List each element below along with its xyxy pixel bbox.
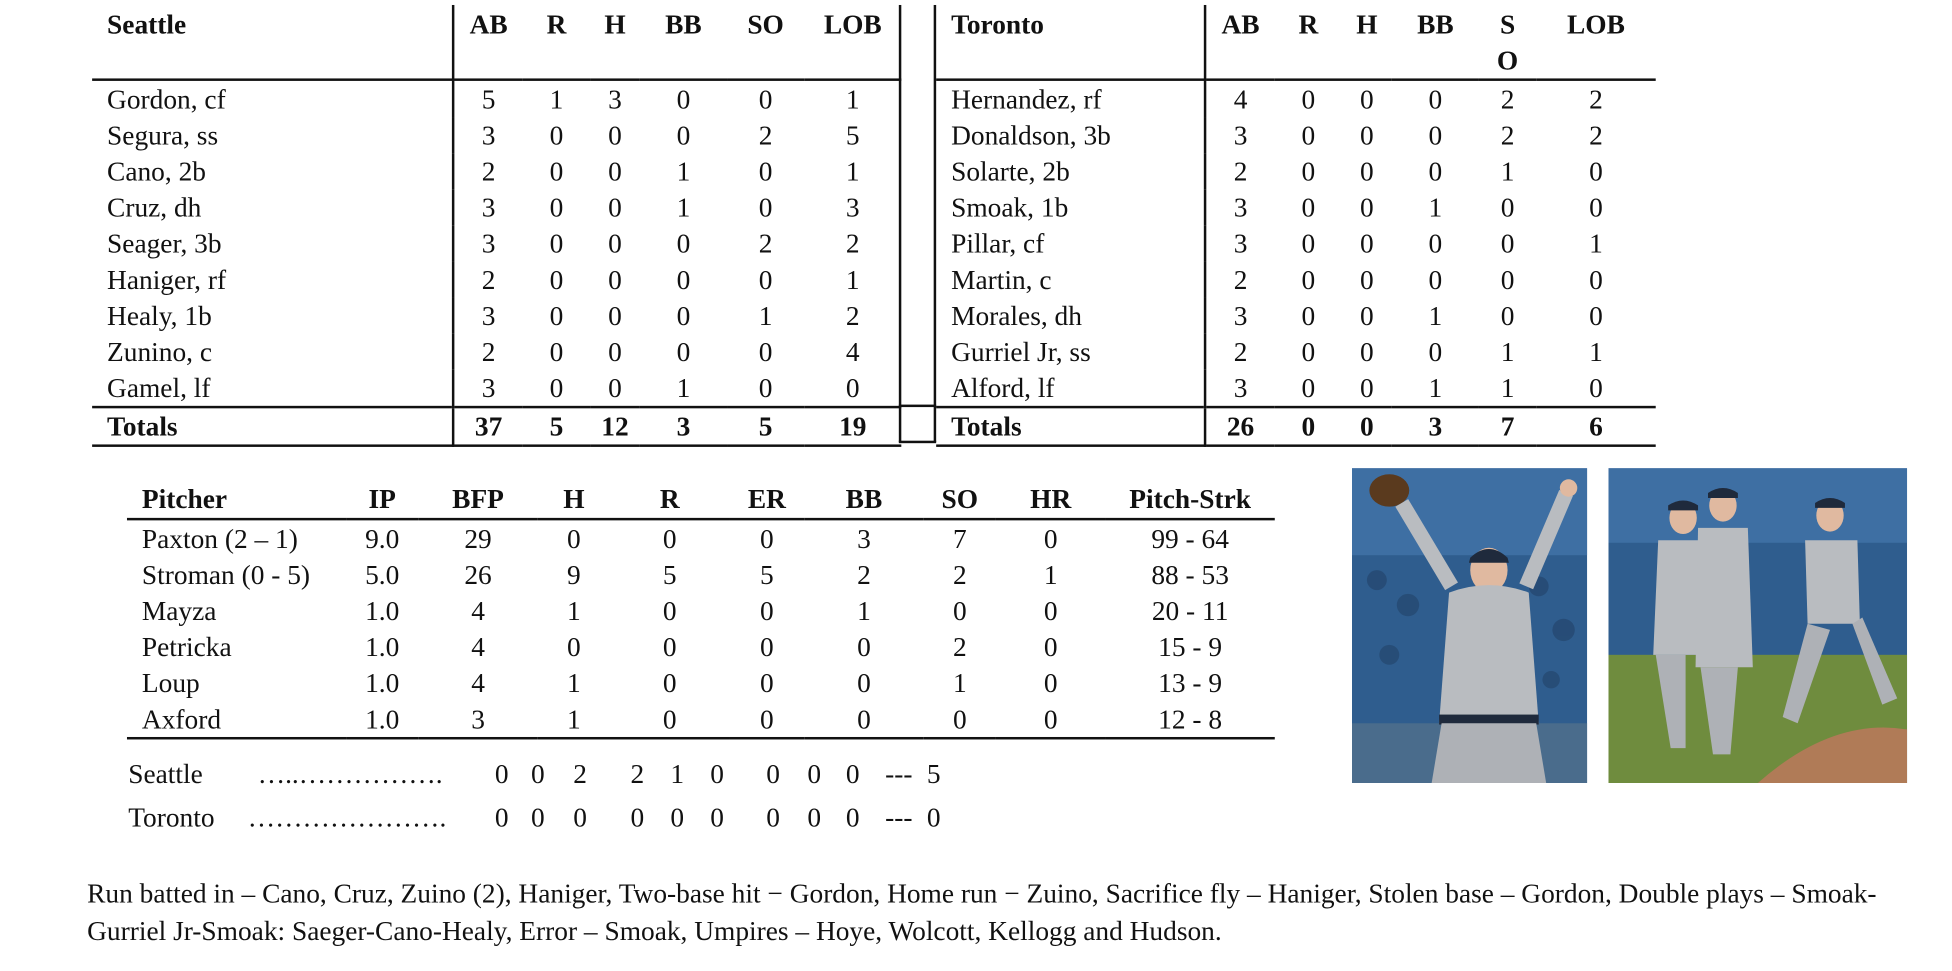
table-row xyxy=(936,153,1656,189)
stat-cell: 0 xyxy=(549,119,564,151)
stat-cell: 0 xyxy=(1428,83,1443,115)
pitching-stat: 0 xyxy=(1043,631,1058,663)
totals-cell: 0 xyxy=(1342,407,1392,446)
pitching-header: H xyxy=(538,481,610,520)
stat-cell: 0 xyxy=(676,263,691,296)
stat-cell: 0 xyxy=(608,191,622,223)
pitching-header-row xyxy=(127,481,1275,520)
stat-cell: 1 xyxy=(1500,372,1515,404)
totals-cell: 5 xyxy=(523,407,590,446)
stat-cell: 3 xyxy=(608,83,622,115)
pitching-stat: 2 xyxy=(952,631,967,663)
pitching-stat: 99 - 64 xyxy=(1151,522,1229,554)
pitching-stat: 0 xyxy=(760,667,774,699)
stat-cell: 1 xyxy=(549,83,564,115)
totals-cell: 12 xyxy=(590,407,640,446)
pitching-stat: 1 xyxy=(567,667,581,699)
pitching-stat: 9 xyxy=(567,558,581,591)
pitching-stat: 0 xyxy=(760,522,774,554)
pitcher-row xyxy=(127,629,1275,665)
inning-score: 2 xyxy=(573,758,587,790)
stat-cell: 3 xyxy=(481,191,496,223)
totals-row xyxy=(92,407,901,446)
player-name: Gamel, lf xyxy=(92,370,453,407)
inning-score: 2 xyxy=(630,758,645,790)
linescore-dash: --- xyxy=(885,758,913,790)
pitching-stat: 15 - 9 xyxy=(1158,631,1223,663)
pitcher-name: Mayza xyxy=(141,595,217,627)
stat-cell: 0 xyxy=(1589,263,1603,296)
stat-cell: 0 xyxy=(1500,300,1515,332)
table-row xyxy=(92,225,901,261)
stat-cell: 0 xyxy=(1360,119,1374,151)
linescore-leader-dots: …………………. xyxy=(247,801,447,833)
stat-cell: 0 xyxy=(1360,300,1374,332)
pitching-header: Pitcher xyxy=(127,481,346,520)
team-header: Toronto xyxy=(936,5,1205,80)
totals-cell: 5 xyxy=(727,407,804,446)
pitching-stat: 0 xyxy=(567,522,581,554)
inning-score: 0 xyxy=(630,801,645,833)
stat-cell: 0 xyxy=(1360,227,1374,259)
stat-header: BB xyxy=(640,5,727,80)
inning-score: 0 xyxy=(670,801,685,833)
totals-label: Totals xyxy=(936,407,1205,446)
linescore-total: 5 xyxy=(926,758,941,790)
stat-cell: 0 xyxy=(608,263,622,296)
pitching-stat: 0 xyxy=(730,701,805,738)
stat-cell: 1 xyxy=(1500,336,1515,368)
table-row xyxy=(92,80,901,117)
linescore-leader-dots: …..……………. xyxy=(257,758,443,790)
inning-score: 0 xyxy=(573,801,587,833)
table-row xyxy=(936,225,1656,261)
table-row xyxy=(936,334,1656,370)
pitching-stat: 0 xyxy=(610,701,730,738)
stat-cell: 0 xyxy=(608,300,622,332)
stat-cell: 1 xyxy=(845,263,860,296)
pitching-body xyxy=(127,519,1275,738)
player-name: Haniger, rf xyxy=(92,261,453,297)
pitching-stat: 5 xyxy=(662,558,677,591)
stat-cell: 0 xyxy=(608,155,622,187)
pitching-stat: 1 xyxy=(567,595,581,627)
stat-cell: 0 xyxy=(758,263,773,296)
stat-cell: 0 xyxy=(549,336,564,368)
stat-header: AB xyxy=(1205,5,1275,80)
stat-cell: 0 xyxy=(1360,191,1374,223)
player-name: Segura, ss xyxy=(92,117,453,153)
pitching-stat: 7 xyxy=(952,522,967,554)
stat-cell: 3 xyxy=(481,227,496,259)
stat-header: R xyxy=(523,5,590,80)
pitching-stat: 1.0 xyxy=(365,595,400,627)
stat-cell: 0 xyxy=(1500,227,1515,259)
inning-score: 0 xyxy=(530,801,545,833)
stat-cell: 0 xyxy=(549,227,564,259)
stat-cell: 0 xyxy=(1589,300,1603,332)
stat-cell: 2 xyxy=(845,227,860,259)
pitching-header: ER xyxy=(730,481,805,520)
pitching-stat: 4 xyxy=(471,595,485,627)
toronto-batting-table xyxy=(936,5,1656,447)
player-name: Seager, 3b xyxy=(92,225,453,261)
game-notes: Run batted in – Cano, Cruz, Zuino (2), Haniger, Two-base hit − Gordon, Home run − Zuino, Sacrifice fly – Haniger, Stolen base – Gordon, Double plays – Smoak-Gurriel Jr-Smoak: Saeger-Cano-Healy, Error – Smoak, Umpires – Hoye, Wolcott, Kellogg and Hudson. xyxy=(87,877,1877,947)
stat-cell: 1 xyxy=(1589,227,1603,259)
pitching-stat: 13 - 9 xyxy=(1158,667,1223,699)
totals-cell: 3 xyxy=(1392,407,1479,446)
stat-header: H xyxy=(590,5,640,80)
stat-cell: 0 xyxy=(676,227,691,259)
stat-cell: 0 xyxy=(1589,191,1603,223)
table-row xyxy=(936,298,1656,334)
pitching-stat: 0 xyxy=(662,595,677,627)
stat-cell: 4 xyxy=(845,336,860,368)
stat-cell: 1 xyxy=(1589,336,1603,368)
stat-cell: 2 xyxy=(1500,119,1515,151)
totals-cell: 7 xyxy=(1479,407,1536,446)
stat-cell: 2 xyxy=(1233,336,1248,368)
pitching-stat: 20 - 11 xyxy=(1151,595,1229,627)
totals-row xyxy=(936,407,1656,446)
pitching-stat: 26 xyxy=(464,558,492,591)
stat-cell: 0 xyxy=(758,372,773,404)
pitcher-name: Petricka xyxy=(141,631,232,663)
pitching-header: BB xyxy=(804,481,924,520)
stat-cell: 2 xyxy=(481,155,496,187)
stat-header: LOB xyxy=(804,5,901,80)
stat-cell: 0 xyxy=(1360,336,1374,368)
player-name: Hernandez, rf xyxy=(936,80,1205,117)
player-name: Pillar, cf xyxy=(936,225,1205,261)
player-name: Morales, dh xyxy=(936,298,1205,334)
stat-cell: 2 xyxy=(1233,263,1248,296)
stat-cell: 0 xyxy=(1500,263,1515,296)
stat-cell: 1 xyxy=(676,372,691,404)
pitcher-row xyxy=(127,519,1275,556)
inning-score: 0 xyxy=(494,801,509,833)
inning-score: 0 xyxy=(766,801,780,833)
player-name: Martin, c xyxy=(936,261,1205,297)
totals-cell: 37 xyxy=(453,407,523,446)
pitching-stat: 1 xyxy=(952,667,967,699)
pitching-header: SO xyxy=(924,481,996,520)
stat-header: AB xyxy=(453,5,523,80)
stat-cell: 0 xyxy=(1301,119,1316,151)
inning-score: 0 xyxy=(766,758,780,790)
pitching-stat: 4 xyxy=(471,631,485,663)
stat-cell: 0 xyxy=(758,155,773,187)
stat-cell: 0 xyxy=(608,227,622,259)
pitching-stat: 3 xyxy=(418,701,538,738)
stat-cell: 0 xyxy=(1301,227,1316,259)
player-name: Zunino, c xyxy=(92,334,453,370)
pitching-stat: 0 xyxy=(857,631,871,663)
stat-cell: 3 xyxy=(481,372,496,404)
pitching-stat: 0 xyxy=(662,667,677,699)
stat-cell: 0 xyxy=(1301,191,1316,223)
inning-score: 1 xyxy=(670,758,685,790)
stat-header: SO xyxy=(727,5,804,80)
pitching-header: BFP xyxy=(418,481,538,520)
stat-cell: 0 xyxy=(608,119,622,151)
seattle-batting-table xyxy=(92,5,901,447)
table-row xyxy=(92,189,901,225)
pitching-stat: 1 xyxy=(1043,558,1058,591)
pitching-stat: 3 xyxy=(857,522,871,554)
stat-cell: 1 xyxy=(1500,155,1515,187)
stat-cell: 3 xyxy=(1233,300,1248,332)
stat-cell: 2 xyxy=(481,263,496,296)
linescore-team: Seattle xyxy=(128,758,203,790)
inning-score: 0 xyxy=(710,758,724,790)
player-name: Gordon, cf xyxy=(92,80,453,117)
stat-cell: 0 xyxy=(549,300,564,332)
totals-cell: 0 xyxy=(1275,407,1342,446)
player-name: Cano, 2b xyxy=(92,153,453,189)
inning-score: 0 xyxy=(845,801,860,833)
totals-gap-rule xyxy=(899,441,936,443)
stat-cell: 0 xyxy=(1301,155,1316,187)
stat-cell: 0 xyxy=(1360,155,1374,187)
pitching-stat: 1 xyxy=(857,595,871,627)
pitching-stat: 12 - 8 xyxy=(1105,701,1274,738)
stat-cell: 0 xyxy=(1589,155,1603,187)
pitching-stat: 0 xyxy=(804,701,924,738)
totals-gap-rule xyxy=(899,405,936,407)
header-row xyxy=(92,5,901,80)
stat-cell: 2 xyxy=(1589,83,1603,115)
stat-cell: 0 xyxy=(1360,372,1374,404)
totals-label: Totals xyxy=(92,407,453,446)
pitching-stat: 0 xyxy=(760,595,774,627)
stat-cell: 0 xyxy=(1428,227,1443,259)
stat-cell: 3 xyxy=(1233,119,1248,151)
stat-cell: 0 xyxy=(608,372,622,404)
stat-cell: 0 xyxy=(676,119,691,151)
table-row xyxy=(936,80,1656,117)
stat-cell: 0 xyxy=(1301,372,1316,404)
stat-cell: 0 xyxy=(1301,263,1316,296)
pitching-table xyxy=(127,481,1275,740)
table-row xyxy=(936,261,1656,297)
inning-score: 0 xyxy=(807,758,822,790)
inning-score: 0 xyxy=(494,758,509,790)
stat-cell: 0 xyxy=(758,191,773,223)
pitching-stat: 2 xyxy=(952,558,967,591)
totals-cell: 6 xyxy=(1536,407,1656,446)
table-row xyxy=(936,370,1656,407)
linescore-total: 0 xyxy=(926,801,941,833)
stat-cell: 1 xyxy=(758,300,773,332)
inning-score: 0 xyxy=(807,801,822,833)
stat-cell: 5 xyxy=(481,83,496,115)
pitching-stat: 29 xyxy=(464,522,492,554)
pitching-stat: 0 xyxy=(1043,522,1058,554)
stat-cell: 0 xyxy=(1589,372,1603,404)
stat-cell: 2 xyxy=(758,227,773,259)
paxton-celebration-photo xyxy=(1352,468,1587,783)
stat-cell: 0 xyxy=(1428,263,1443,296)
pitching-stat: 0 xyxy=(662,522,677,554)
player-name: Cruz, dh xyxy=(92,189,453,225)
header-row xyxy=(936,5,1656,80)
stat-header: S O xyxy=(1479,5,1536,80)
table-row xyxy=(92,298,901,334)
inning-score: 0 xyxy=(845,758,860,790)
player-name: Solarte, 2b xyxy=(936,153,1205,189)
team-header: Seattle xyxy=(92,5,453,80)
stat-cell: 0 xyxy=(676,83,691,115)
inning-score: 0 xyxy=(710,801,724,833)
table-divider xyxy=(899,5,901,442)
pitching-stat: 0 xyxy=(760,631,774,663)
pitching-stat: 1 xyxy=(538,701,610,738)
player-name: Donaldson, 3b xyxy=(936,117,1205,153)
pitching-stat: 0 xyxy=(567,631,581,663)
stat-cell: 0 xyxy=(549,191,564,223)
pitching-stat: 9.0 xyxy=(365,522,400,554)
pitcher-name: Loup xyxy=(141,667,200,699)
stat-cell: 2 xyxy=(845,300,860,332)
player-name: Gurriel Jr, ss xyxy=(936,334,1205,370)
rows-body xyxy=(92,80,901,407)
pitching-stat: 88 - 53 xyxy=(1151,558,1229,591)
linescore-team: Toronto xyxy=(128,801,215,833)
stat-cell: 0 xyxy=(549,155,564,187)
pitching-stat: 0 xyxy=(1043,595,1058,627)
stat-cell: 0 xyxy=(549,372,564,404)
player-name: Healy, 1b xyxy=(92,298,453,334)
stat-cell: 2 xyxy=(1233,155,1248,187)
pitching-header: Pitch-Strk xyxy=(1105,481,1274,520)
pitching-stat: 1.0 xyxy=(365,667,400,699)
pitching-header: R xyxy=(610,481,730,520)
rows-body xyxy=(936,80,1656,407)
stat-cell: 2 xyxy=(1589,119,1603,151)
stat-cell: 2 xyxy=(481,336,496,368)
stat-cell: 3 xyxy=(1233,372,1248,404)
stat-cell: 0 xyxy=(1301,83,1316,115)
pitching-stat: 4 xyxy=(471,667,485,699)
stat-cell: 0 xyxy=(1428,336,1443,368)
totals-cell: 26 xyxy=(1205,407,1275,446)
stat-cell: 0 xyxy=(758,336,773,368)
pitcher-name: Stroman (0 - 5) xyxy=(141,558,311,591)
pitcher-row xyxy=(127,665,1275,701)
table-row xyxy=(936,189,1656,225)
pitching-stat: 0 xyxy=(952,595,967,627)
stat-cell: 0 xyxy=(676,300,691,332)
stat-cell: 0 xyxy=(1428,119,1443,151)
stat-cell: 1 xyxy=(1428,300,1443,332)
pitching-stat: 0 xyxy=(857,667,871,699)
stat-header: H xyxy=(1342,5,1392,80)
stat-cell: 3 xyxy=(481,300,496,332)
table-row xyxy=(92,117,901,153)
totals-cell: 19 xyxy=(804,407,901,446)
stat-cell: 1 xyxy=(676,155,691,187)
stat-header: R xyxy=(1275,5,1342,80)
pitching-stat: 5.0 xyxy=(365,558,400,591)
table-row xyxy=(92,153,901,189)
table-row xyxy=(92,334,901,370)
stat-cell: 3 xyxy=(1233,227,1248,259)
stat-cell: 0 xyxy=(758,83,773,115)
stat-cell: 1 xyxy=(845,83,860,115)
pitcher-name: Axford xyxy=(127,701,346,738)
pitching-stat: 2 xyxy=(857,558,871,591)
stat-cell: 5 xyxy=(845,119,860,151)
stat-cell: 3 xyxy=(481,119,496,151)
stat-cell: 3 xyxy=(1233,191,1248,223)
stat-cell: 1 xyxy=(845,155,860,187)
table-row xyxy=(936,117,1656,153)
stat-cell: 3 xyxy=(845,191,860,223)
pitcher-row xyxy=(127,556,1275,592)
stat-cell: 0 xyxy=(1428,155,1443,187)
pitching-stat: 5 xyxy=(760,558,774,591)
pitching-stat: 1.0 xyxy=(365,631,400,663)
pitching-header: IP xyxy=(346,481,418,520)
pitching-stat: 1.0 xyxy=(346,701,418,738)
pitcher-row xyxy=(127,701,1275,738)
table-row xyxy=(92,370,901,407)
stat-cell: 0 xyxy=(608,336,622,368)
pitching-stat: 0 xyxy=(996,701,1106,738)
stat-cell: 1 xyxy=(676,191,691,223)
stat-header: BB xyxy=(1392,5,1479,80)
pitching-stat: 0 xyxy=(1043,667,1058,699)
totals-cell: 3 xyxy=(640,407,727,446)
stat-cell: 0 xyxy=(1301,336,1316,368)
stat-cell: 4 xyxy=(1233,83,1248,115)
player-name: Smoak, 1b xyxy=(936,189,1205,225)
stat-cell: 0 xyxy=(1301,300,1316,332)
pitching-stat: 0 xyxy=(662,631,677,663)
player-name: Alford, lf xyxy=(936,370,1205,407)
pitcher-row xyxy=(127,593,1275,629)
stat-cell: 0 xyxy=(1360,263,1374,296)
pitching-stat: 0 xyxy=(924,701,996,738)
stat-cell: 0 xyxy=(845,372,860,404)
stat-cell: 2 xyxy=(1500,83,1515,115)
stat-cell: 2 xyxy=(758,119,773,151)
pitcher-name: Paxton (2 – 1) xyxy=(141,522,298,554)
inning-score: 0 xyxy=(530,758,545,790)
table-divider xyxy=(934,5,936,442)
pitching-header: HR xyxy=(996,481,1106,520)
stat-cell: 0 xyxy=(549,263,564,296)
linescore-dash: --- xyxy=(885,801,913,833)
stat-cell: 1 xyxy=(1428,372,1443,404)
stat-cell: 0 xyxy=(1500,191,1515,223)
stat-header: LOB xyxy=(1536,5,1656,80)
table-row xyxy=(92,261,901,297)
stat-cell: 1 xyxy=(1428,191,1443,223)
stat-cell: 0 xyxy=(1360,83,1374,115)
team-celebration-photo xyxy=(1608,468,1907,783)
stat-cell: 0 xyxy=(676,336,691,368)
